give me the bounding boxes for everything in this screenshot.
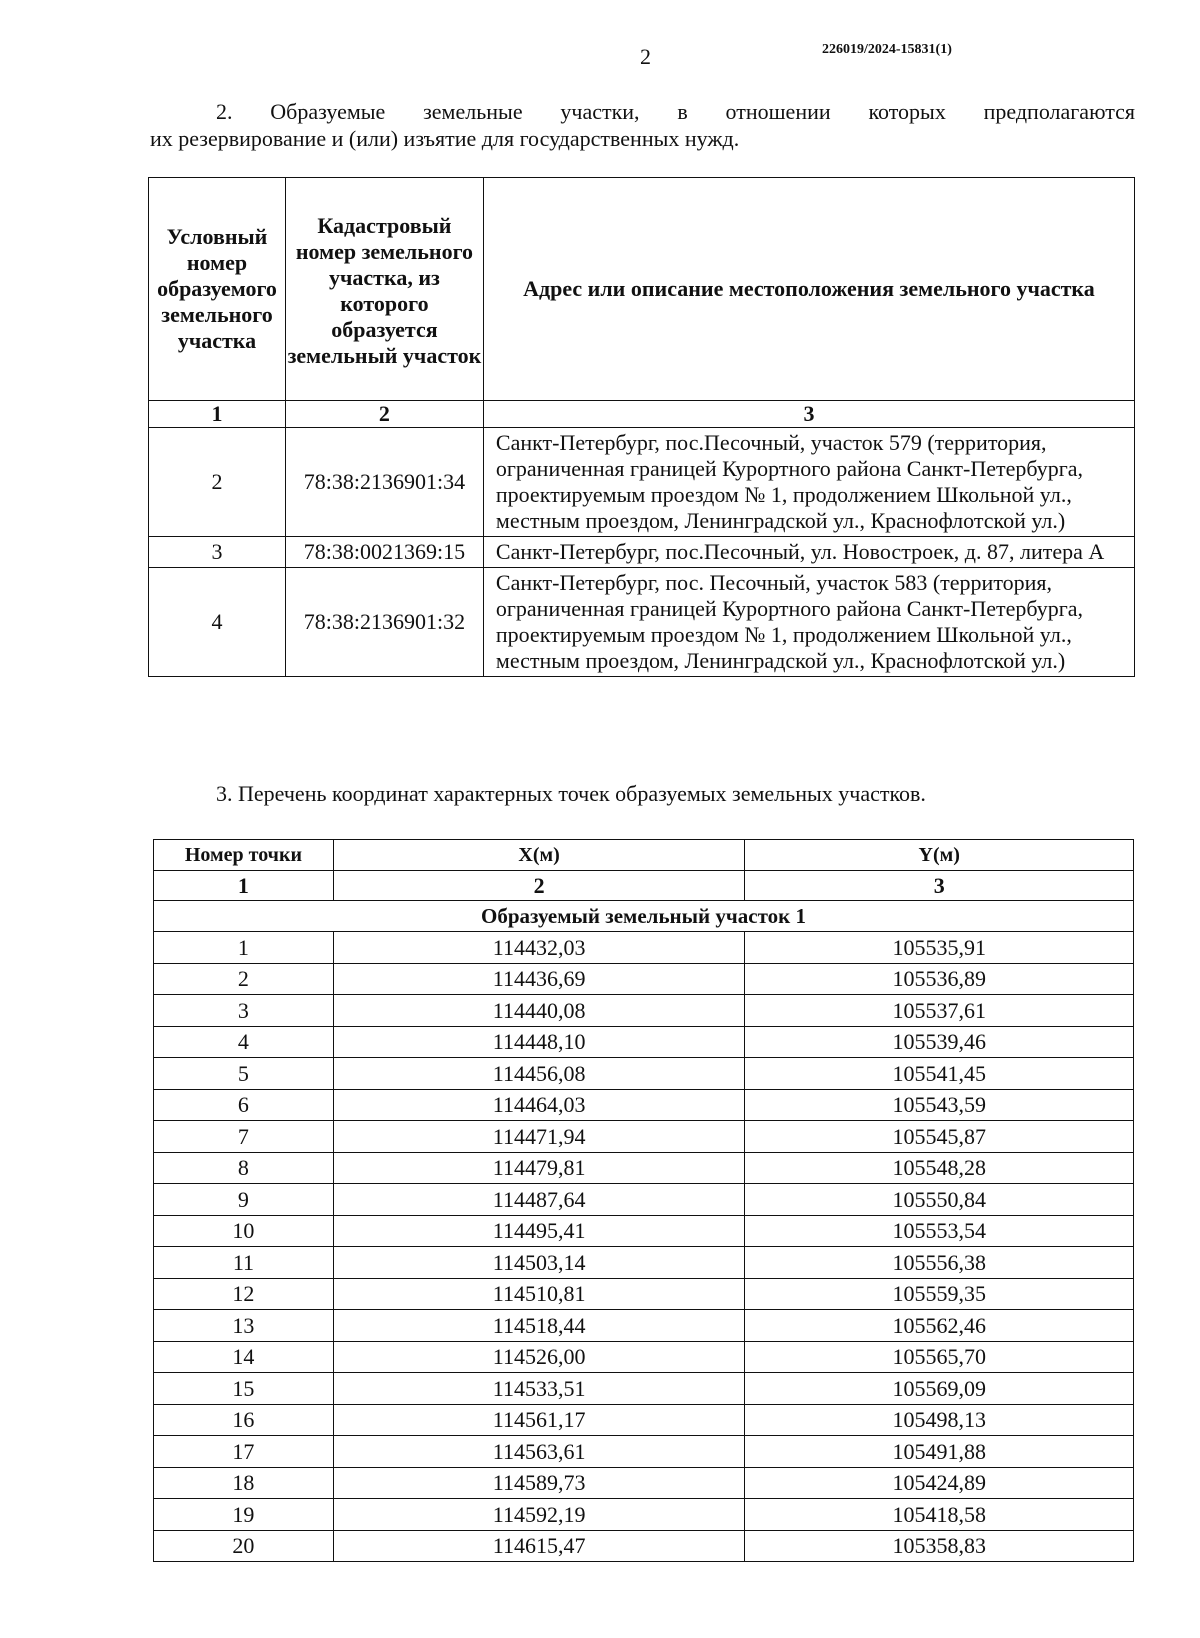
point-number: 6 xyxy=(154,1089,334,1121)
point-x: 114526,00 xyxy=(333,1341,745,1373)
point-x: 114487,64 xyxy=(333,1184,745,1216)
section-title: Образуемый земельный участок 1 xyxy=(154,901,1134,932)
point-number: 10 xyxy=(154,1215,334,1247)
point-x: 114510,81 xyxy=(333,1278,745,1310)
point-number: 1 xyxy=(154,932,334,964)
point-number: 16 xyxy=(154,1404,334,1436)
header-point-number: Номер точки xyxy=(154,840,334,871)
land-plots-table xyxy=(148,177,1135,677)
point-x: 114589,73 xyxy=(333,1467,745,1499)
plot-address: Санкт-Петербург, пос. Песочный, участок 583 (территория, ограниченная границей Курортного района Санкт-Петербурга, проектируемым проездом № 1, продолжением Школьной ул., местным проездом, Ленинградской ул., Краснофлотской ул.) xyxy=(483,568,1134,677)
point-y: 105541,45 xyxy=(745,1058,1134,1090)
table-row xyxy=(154,1152,1134,1184)
point-x: 114432,03 xyxy=(333,932,745,964)
table-row xyxy=(154,1310,1134,1342)
page-number: 2 xyxy=(640,44,651,69)
point-x: 114479,81 xyxy=(333,1152,745,1184)
point-y: 105491,88 xyxy=(745,1436,1134,1468)
table-row xyxy=(149,568,1135,677)
coordinates-column-numbers xyxy=(154,871,1134,901)
coordinates-header-row xyxy=(154,840,1134,871)
point-x: 114471,94 xyxy=(333,1121,745,1153)
plot-number: 2 xyxy=(149,428,286,537)
point-y: 105569,09 xyxy=(745,1373,1134,1405)
header-conditional-number: Условный номер образуемого земельного участка xyxy=(149,178,286,401)
point-y: 105548,28 xyxy=(745,1152,1134,1184)
cadastral-number: 78:38:2136901:32 xyxy=(285,568,483,677)
point-y: 105537,61 xyxy=(745,995,1134,1027)
header-x: X(м) xyxy=(333,840,745,871)
point-number: 20 xyxy=(154,1530,334,1562)
point-number: 19 xyxy=(154,1499,334,1531)
point-x: 114615,47 xyxy=(333,1530,745,1562)
section-2-paragraph xyxy=(150,98,1135,152)
table-row xyxy=(154,1341,1134,1373)
point-y: 105543,59 xyxy=(745,1089,1134,1121)
table-row xyxy=(154,1215,1134,1247)
point-y: 105358,83 xyxy=(745,1530,1134,1562)
table-row xyxy=(154,1089,1134,1121)
point-x: 114448,10 xyxy=(333,1026,745,1058)
point-number: 5 xyxy=(154,1058,334,1090)
column-number: 2 xyxy=(285,401,483,428)
table-row xyxy=(154,1530,1134,1562)
point-x: 114464,03 xyxy=(333,1089,745,1121)
column-number: 1 xyxy=(149,401,286,428)
point-x: 114592,19 xyxy=(333,1499,745,1531)
column-number: 1 xyxy=(154,871,334,901)
table-row xyxy=(154,1058,1134,1090)
point-x: 114561,17 xyxy=(333,1404,745,1436)
plot-number: 3 xyxy=(149,537,286,568)
point-number: 13 xyxy=(154,1310,334,1342)
cadastral-number: 78:38:2136901:34 xyxy=(285,428,483,537)
table-row xyxy=(154,1184,1134,1216)
land-plots-header-row xyxy=(149,178,1135,401)
point-y: 105536,89 xyxy=(745,963,1134,995)
point-y: 105550,84 xyxy=(745,1184,1134,1216)
plot-address: Санкт-Петербург, пос.Песочный, участок 579 (территория, ограниченная границей Курортного района Санкт-Петербурга, проектируемым проездом № 1, продолжением Школьной ул., местным проездом, Ленинградской ул., Краснофлотской ул.) xyxy=(483,428,1134,537)
point-number: 7 xyxy=(154,1121,334,1153)
point-x: 114503,14 xyxy=(333,1247,745,1279)
table-row xyxy=(154,1278,1134,1310)
section-3-heading: 3. Перечень координат характерных точек образуемых земельных участков. xyxy=(216,781,926,806)
point-number: 3 xyxy=(154,995,334,1027)
point-number: 8 xyxy=(154,1152,334,1184)
section-2-line-2: их резервирование и (или) изъятие для государственных нужд. xyxy=(150,126,740,151)
point-x: 114563,61 xyxy=(333,1436,745,1468)
point-y: 105535,91 xyxy=(745,932,1134,964)
point-y: 105418,58 xyxy=(745,1499,1134,1531)
column-number: 3 xyxy=(745,871,1134,901)
point-x: 114456,08 xyxy=(333,1058,745,1090)
point-number: 17 xyxy=(154,1436,334,1468)
point-y: 105424,89 xyxy=(745,1467,1134,1499)
point-y: 105562,46 xyxy=(745,1310,1134,1342)
point-x: 114518,44 xyxy=(333,1310,745,1342)
point-y: 105498,13 xyxy=(745,1404,1134,1436)
point-number: 4 xyxy=(154,1026,334,1058)
cadastral-number: 78:38:0021369:15 xyxy=(285,537,483,568)
point-y: 105556,38 xyxy=(745,1247,1134,1279)
header-y: Y(м) xyxy=(745,840,1134,871)
land-plots-column-numbers xyxy=(149,401,1135,428)
table-row xyxy=(154,1247,1134,1279)
table-row xyxy=(154,1467,1134,1499)
table-row xyxy=(154,963,1134,995)
header-address: Адрес или описание местоположения земельного участка xyxy=(483,178,1134,401)
table-row xyxy=(149,428,1135,537)
point-y: 105553,54 xyxy=(745,1215,1134,1247)
point-y: 105539,46 xyxy=(745,1026,1134,1058)
table-row xyxy=(154,1436,1134,1468)
point-number: 14 xyxy=(154,1341,334,1373)
point-number: 15 xyxy=(154,1373,334,1405)
table-row xyxy=(154,1373,1134,1405)
point-y: 105559,35 xyxy=(745,1278,1134,1310)
section-2-line-1: 2. Образуемые земельные участки, в отношении которых предполагаются xyxy=(216,99,1135,124)
table-row xyxy=(154,995,1134,1027)
plot-address: Санкт-Петербург, пос.Песочный, ул. Новостроек, д. 87, литера А xyxy=(483,537,1134,568)
point-x: 114533,51 xyxy=(333,1373,745,1405)
document-number: 226019/2024-15831(1) xyxy=(822,42,952,57)
coordinates-table xyxy=(153,839,1134,1562)
table-row xyxy=(154,1026,1134,1058)
point-number: 11 xyxy=(154,1247,334,1279)
table-row xyxy=(154,1121,1134,1153)
header-cadastral-number: Кадастровый номер земельного участка, из которого образуется земельный участок xyxy=(285,178,483,401)
point-y: 105545,87 xyxy=(745,1121,1134,1153)
plot-number: 4 xyxy=(149,568,286,677)
point-y: 105565,70 xyxy=(745,1341,1134,1373)
table-row xyxy=(154,1404,1134,1436)
point-x: 114495,41 xyxy=(333,1215,745,1247)
point-number: 2 xyxy=(154,963,334,995)
table-row xyxy=(154,1499,1134,1531)
table-row xyxy=(149,537,1135,568)
coordinates-section-row xyxy=(154,901,1134,932)
point-number: 12 xyxy=(154,1278,334,1310)
column-number: 2 xyxy=(333,871,745,901)
point-x: 114436,69 xyxy=(333,963,745,995)
point-number: 9 xyxy=(154,1184,334,1216)
table-row xyxy=(154,932,1134,964)
point-x: 114440,08 xyxy=(333,995,745,1027)
column-number: 3 xyxy=(483,401,1134,428)
point-number: 18 xyxy=(154,1467,334,1499)
